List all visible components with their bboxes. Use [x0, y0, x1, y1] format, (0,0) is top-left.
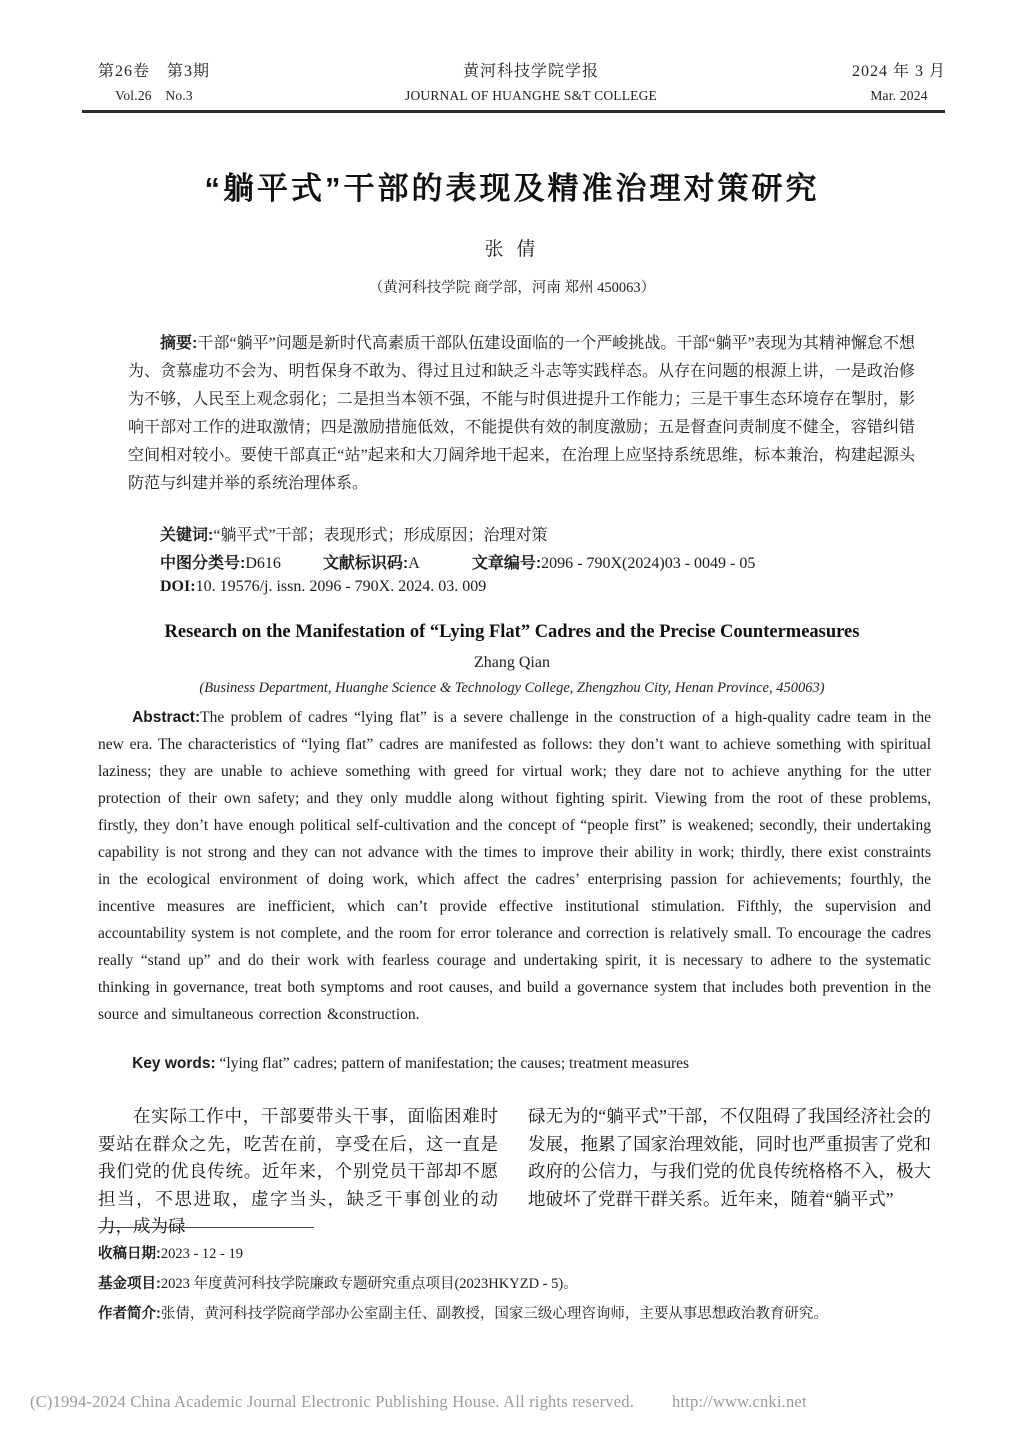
abstract-cn — [128, 330, 915, 498]
footnote-received-label: 收稿日期: — [98, 1246, 161, 1262]
abstract-label-cn: 摘要: — [160, 335, 198, 352]
abstract-label-en: Abstract: — [132, 709, 201, 726]
date-en: Mar. 2024 — [870, 88, 928, 103]
footnote-divider-rule — [98, 1227, 314, 1228]
keywords-en — [98, 1055, 931, 1073]
doi-line — [128, 578, 915, 596]
clc-value: D616 — [245, 555, 281, 572]
article-no-label: 文章编号: — [471, 555, 542, 572]
affiliation-cn: （黄河科技学院 商学部，河南 郑州 450063） — [368, 280, 656, 296]
keywords-label-en: Key words: — [132, 1055, 216, 1072]
abstract-text-en: The problem of cadres “lying flat” is a severe challenge in the construction of a high-quality cadre team in the new era. The characteristics of “lying flat” cadres are manifested as follows: they don’t want to achieve something with spiritual laziness; they are unable to achieve something with greed for virtual work; they dare not to achieve anything for the utter protection of their own safety; and they only muddle along without fighting spirit. Viewing from the root of these problems, firstly, they don’t have enough political self-cultivation and the concept of “people first” is weakened; secondly, their undertaking capability is not strong and they can not advance with the times to improve their ability in work; thirdly, there exist constraints in the ecological environment of doing work, which affect the cadres’ enterprising passion for achievements; fourthly, the incentive measures are inefficient, which can’t provide effective institutional stimulation. Fifthly, the supervision and accountability system is not complete, and the room for error tolerance and correction is relatively small. To encourage the cadres really “stand up” and do their work with fearless courage and undertaking spirit, it is necessary to adhere to the systematic thinking in governance, treat both symptoms and root causes, and build a governance system that includes both prevention in the source and simultaneous correction &construction. — [98, 709, 931, 1023]
footnotes — [98, 1239, 938, 1329]
doc-code-value: A — [408, 555, 420, 572]
masthead-journal-name — [405, 60, 657, 108]
doi-value: 10. 19576/j. issn. 2096 - 790X. 2024. 03. 009 — [195, 578, 487, 595]
masthead-divider-rule — [82, 110, 945, 113]
clc-label: 中图分类号: — [160, 555, 246, 572]
classification-line — [128, 550, 915, 573]
affiliation-en: (Business Department, Huanghe Science & Technology College, Zhengzhou City, Henan Province, 450063) — [199, 680, 825, 696]
footer-copyright: (C)1994-2024 China Academic Journal Electronic Publishing House. All rights reserved. — [30, 1392, 635, 1411]
footnote-received-text: 2023 - 12 - 19 — [160, 1246, 244, 1262]
footnote-fund-project — [98, 1269, 938, 1299]
abstract-en — [98, 704, 931, 1028]
doi-label: DOI: — [160, 578, 196, 595]
issue-en: Vol.26 No.3 — [115, 88, 193, 103]
date-cn: 2024 年 3 月 — [851, 63, 946, 80]
keywords-label-cn: 关键词: — [160, 527, 214, 544]
body-column-right: 碌无为的“躺平式”干部，不仅阻碍了我国经济社会的发展，拖累了国家治理效能，同时也严重损害了党和政府的公信力，与我们党的优良传统格格不入，极大地破坏了党群干群关系。近年来，随着“躺平式” — [528, 1106, 931, 1209]
keywords-text-cn: “躺平式”干部；表现形式；形成原因；治理对策 — [213, 527, 548, 544]
abstract-text-cn: 干部“躺平”问题是新时代高素质干部队伍建设面临的一个严峻挑战。干部“躺平”表现为其精神懈怠不想为、贪慕虚功不会为、明哲保身不敢为、得过且过和缺乏斗志等实践样态。从存在问题的根源上讲，一是政治修为不够，人民至上观念弱化；二是担当本领不强，不能与时俱进提升工作能力；三是干事生态环境存在掣肘，影响干部对工作的进取激情；四是激励措施低效，不能提供有效的制度激励；五是督查问责制度不健全，容错纠错空间相对较小。要使干部真正“站”起来和大刀阔斧地干起来，在治理上应坚持系统思维，标本兼治，构建起源头防范与纠建并举的系统治理体系。 — [128, 335, 915, 492]
issue-cn: 第26卷 第3期 — [98, 63, 211, 80]
article-no-value: 2096 - 790X(2024)03 - 0049 - 05 — [541, 555, 756, 572]
footnote-fund-label: 基金项目: — [98, 1276, 161, 1292]
keywords-cn — [128, 522, 915, 545]
journal-name-cn: 黄河科技学院学报 — [462, 63, 599, 80]
footer-url: http://www.cnki.net — [672, 1392, 807, 1411]
footnote-received-date — [98, 1239, 938, 1269]
author-en: Zhang Qian — [474, 654, 550, 671]
footnote-bio-text: 张倩，黄河科技学院商学部办公室副主任、副教授，国家三级心理咨询师，主要从事思想政治教育研究。 — [160, 1306, 828, 1322]
cnki-footer — [30, 1392, 990, 1412]
keywords-text-en: “lying flat” cadres; pattern of manifestation; the causes; treatment measures — [219, 1055, 690, 1072]
article-title-cn: “躺平式”干部的表现及精准治理对策研究 — [204, 171, 820, 206]
doc-code-label: 文献标识码: — [322, 555, 409, 572]
footnote-bio-label: 作者简介: — [98, 1306, 161, 1322]
article-title-en: Research on the Manifestation of “Lying Flat” Cadres and the Precise Countermeasures — [164, 622, 860, 642]
author-cn: 张 倩 — [484, 239, 540, 260]
body-column-left: 在实际工作中，干部要带头干事，面临困难时要站在群众之先，吃苦在前，享受在后，这一直是我们党的优良传统。近年来，个别党员干部却不愿担当，不思进取，虚字当头，缺乏干事创业的动力，成为碌 — [98, 1106, 498, 1236]
footnote-fund-text: 2023 年度黄河科技学院廉政专题研究重点项目(2023HKYZD - 5)。 — [160, 1276, 578, 1292]
journal-name-en: JOURNAL OF HUANGHE S&T COLLEGE — [405, 88, 657, 103]
masthead-date — [852, 60, 946, 108]
journal-masthead — [98, 60, 946, 108]
footnote-author-bio — [98, 1299, 938, 1329]
masthead-issue — [98, 60, 210, 108]
